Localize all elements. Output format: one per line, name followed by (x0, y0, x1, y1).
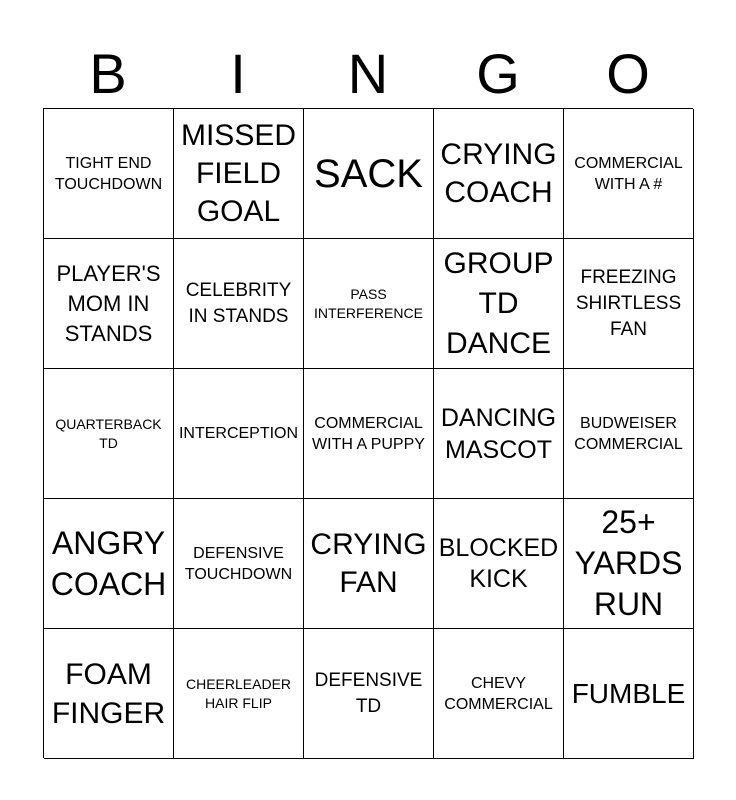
bingo-cell[interactable] (44, 239, 174, 369)
cell-label: INTERCEPTION (178, 425, 299, 442)
cell-label: SACK (314, 151, 423, 196)
bingo-cell[interactable] (434, 109, 564, 239)
cell-label: DEFENSIVE TD (314, 669, 423, 717)
cell-label: PLAYER'S MOM IN STANDS (56, 260, 161, 346)
cell-label: TIGHT END TOUCHDOWN (54, 154, 163, 193)
header-letter-i: I (230, 42, 246, 105)
bingo-cell[interactable] (564, 239, 694, 369)
bingo-cell[interactable] (304, 499, 434, 629)
cell-label: DANCING MASCOT (440, 403, 557, 464)
bingo-board (43, 108, 693, 758)
cell-label: FUMBLE (571, 677, 686, 709)
bingo-cell[interactable] (434, 629, 564, 759)
cell-label: 25+ YARDS RUN (574, 504, 683, 622)
bingo-cell[interactable] (434, 499, 564, 629)
cell-label: BUDWEISER COMMERCIAL (574, 414, 683, 453)
bingo-cell[interactable] (564, 369, 694, 499)
cell-label: GROUP TD DANCE (443, 246, 554, 360)
bingo-cell[interactable] (174, 369, 304, 499)
bingo-header (43, 40, 693, 108)
bingo-cell[interactable] (434, 239, 564, 369)
bingo-cell[interactable] (304, 369, 434, 499)
cell-label: FOAM FINGER (51, 657, 166, 730)
header-letter-o: O (606, 42, 650, 105)
bingo-cell[interactable] (44, 369, 174, 499)
cell-label: CRYING FAN (310, 527, 427, 599)
cell-label: ANGRY COACH (50, 524, 167, 602)
bingo-cell[interactable] (44, 109, 174, 239)
bingo-cell[interactable] (174, 499, 304, 629)
header-letter-n: N (347, 42, 389, 105)
header-letter-g: G (476, 42, 520, 105)
bingo-cell[interactable] (304, 629, 434, 759)
bingo-cell[interactable] (564, 629, 694, 759)
bingo-cell[interactable] (564, 499, 694, 629)
cell-label: CHEERLEADER HAIR FLIP (185, 675, 292, 711)
bingo-cell[interactable] (44, 499, 174, 629)
cell-label: COMMERCIAL WITH A # (574, 154, 683, 193)
cell-label: CRYING COACH (440, 137, 557, 209)
bingo-cell[interactable] (174, 109, 304, 239)
bingo-cell[interactable] (304, 109, 434, 239)
bingo-cell[interactable] (174, 239, 304, 369)
cell-label: COMMERCIAL WITH A PUPPY (312, 414, 425, 453)
cell-label: PASS INTERFERENCE (314, 285, 423, 321)
bingo-cell[interactable] (564, 109, 694, 239)
cell-label: MISSED FIELD GOAL (180, 118, 297, 228)
cell-label: CHEVY COMMERCIAL (444, 674, 553, 713)
header-letter-b: B (89, 42, 127, 105)
cell-label: FREEZING SHIRTLESS FAN (575, 266, 682, 340)
cell-label: QUARTERBACK TD (55, 415, 162, 451)
bingo-cell[interactable] (304, 239, 434, 369)
bingo-cell[interactable] (434, 369, 564, 499)
cell-label: CELEBRITY IN STANDS (185, 279, 292, 327)
bingo-cell[interactable] (174, 629, 304, 759)
cell-label: DEFENSIVE TOUCHDOWN (184, 544, 293, 583)
cell-label: BLOCKED KICK (438, 533, 559, 593)
bingo-cell[interactable] (44, 629, 174, 759)
